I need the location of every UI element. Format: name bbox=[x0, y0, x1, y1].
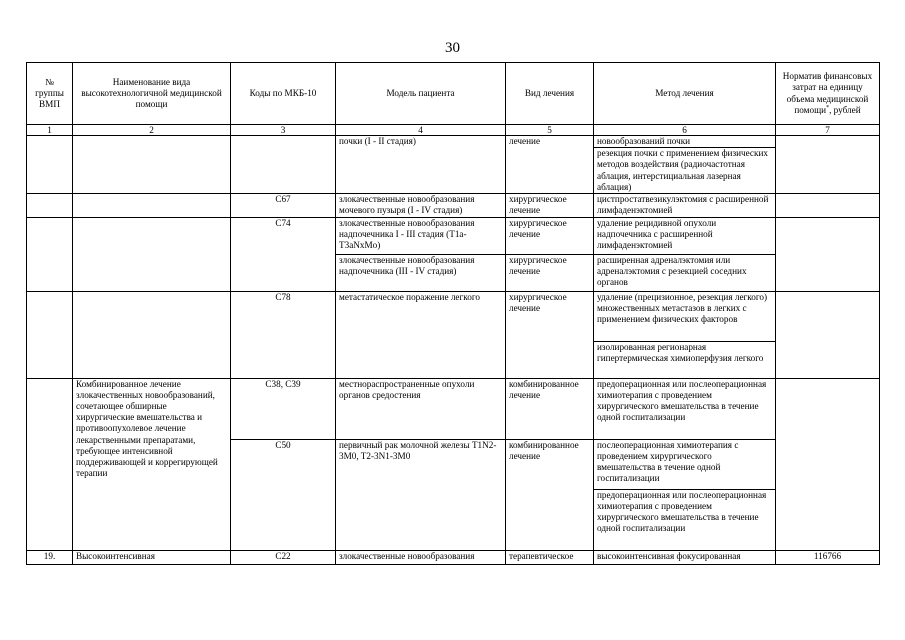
header-cost-standard bbox=[776, 63, 880, 125]
patient-model-cell: злокачественные новообразования мочевого пузыря (I - IV стадия) bbox=[336, 194, 506, 217]
treatment-method-cell: расширенная адреналэктомия или адреналэктомия с резекцией соседних органов bbox=[594, 254, 776, 291]
treatment-type-cell bbox=[506, 489, 594, 550]
group-cell bbox=[27, 378, 73, 550]
icd-code-cell: C67 bbox=[231, 194, 336, 217]
patient-model-cell: первичный рак молочной железы T1N2-3M0, T2-3N1-3M0 bbox=[336, 439, 506, 489]
icd-code-cell: C38, C39 bbox=[231, 378, 336, 439]
header-group-number: № группы ВМП bbox=[27, 63, 73, 125]
patient-model-cell: злокачественные новообразования надпочечника I - III стадия (T1a-T3aNxMo) bbox=[336, 217, 506, 254]
header-treatment-method: Метод лечения bbox=[594, 63, 776, 125]
cost-cell bbox=[776, 217, 880, 291]
vmp-name-cell bbox=[73, 194, 231, 217]
vmp-name-cell: Высокоинтенсивная bbox=[73, 550, 231, 564]
treatment-type-cell: комбинированное лечение bbox=[506, 378, 594, 439]
patient-model-cell: злокачественные новообразования bbox=[336, 550, 506, 564]
icd-code-cell bbox=[231, 489, 336, 550]
patient-model-cell: метастатическое поражение легкого bbox=[336, 291, 506, 378]
treatment-type-cell: терапевтическое bbox=[506, 550, 594, 564]
treatment-method-cell: удаление (прецизионное, резекция легкого) множественных метастазов в легких с применением физических факторов bbox=[594, 291, 776, 341]
table-row bbox=[27, 194, 880, 217]
cost-cell bbox=[776, 378, 880, 550]
header-icd-codes: Коды по МКБ-10 bbox=[231, 63, 336, 125]
header-cost-unit: , рублей bbox=[829, 104, 861, 115]
cost-cell: 116766 bbox=[776, 550, 880, 564]
cost-cell bbox=[776, 291, 880, 378]
treatment-type-cell: лечение bbox=[506, 136, 594, 194]
vmp-name-cell bbox=[73, 136, 231, 194]
icd-code-cell: C74 bbox=[231, 217, 336, 291]
header-row bbox=[27, 63, 880, 125]
group-cell bbox=[27, 291, 73, 378]
column-number: 4 bbox=[336, 125, 506, 136]
patient-model-cell: почки (I - II стадия) bbox=[336, 136, 506, 194]
icd-code-cell bbox=[231, 136, 336, 194]
vmp-table bbox=[26, 62, 880, 565]
treatment-method-cell: предоперационная или послеоперационная химиотерапия с проведением хирургического вмешательства в течение одной госпитализации bbox=[594, 378, 776, 439]
column-number: 6 bbox=[594, 125, 776, 136]
icd-code-cell: C78 bbox=[231, 291, 336, 378]
treatment-method-cell: резекция почки с применением физических методов воздействия (радиочастотная аблация, интерстициальная лазерная аблация) bbox=[594, 148, 776, 194]
patient-model-cell: местнораспространенные опухоли органов средостения bbox=[336, 378, 506, 439]
header-vmp-name: Наименование вида высокотехнологичной медицинской помощи bbox=[73, 63, 231, 125]
group-cell bbox=[27, 217, 73, 291]
treatment-method-cell: высокоинтенсивная фокусированная bbox=[594, 550, 776, 564]
table-row bbox=[27, 378, 880, 439]
treatment-type-cell: хирургическое лечение bbox=[506, 217, 594, 254]
treatment-method-cell: новообразований почки bbox=[594, 136, 776, 148]
treatment-type-cell: комбинированное лечение bbox=[506, 439, 594, 489]
cost-cell bbox=[776, 136, 880, 194]
column-number: 5 bbox=[506, 125, 594, 136]
column-number: 7 bbox=[776, 125, 880, 136]
icd-code-cell: C22 bbox=[231, 550, 336, 564]
treatment-method-cell: цистпростатвезикулэктомия с расширенной лимфаденэктомией bbox=[594, 194, 776, 217]
column-number-row bbox=[27, 125, 880, 136]
column-number: 1 bbox=[27, 125, 73, 136]
table-row bbox=[27, 291, 880, 341]
treatment-type-cell: хирургическое лечение bbox=[506, 194, 594, 217]
treatment-method-cell: изолированная регионарная гипертермическая химиоперфузия легкого bbox=[594, 341, 776, 378]
column-number: 2 bbox=[73, 125, 231, 136]
header-cost-footnote-mark: * bbox=[826, 104, 830, 111]
table-row bbox=[27, 550, 880, 564]
treatment-method-cell: удаление рецидивной опухоли надпочечника с расширенной лимфаденэктомией bbox=[594, 217, 776, 254]
cost-cell bbox=[776, 194, 880, 217]
header-treatment-type: Вид лечения bbox=[506, 63, 594, 125]
group-cell bbox=[27, 194, 73, 217]
treatment-method-cell: послеоперационная химиотерапия с проведением хирургического вмешательства в течение одной госпитализации bbox=[594, 439, 776, 489]
patient-model-cell bbox=[336, 489, 506, 550]
group-cell: 19. bbox=[27, 550, 73, 564]
header-patient-model: Модель пациента bbox=[336, 63, 506, 125]
table-row bbox=[27, 217, 880, 254]
vmp-name-cell bbox=[73, 291, 231, 378]
patient-model-cell: злокачественные новообразования надпочечника (III - IV стадия) bbox=[336, 254, 506, 291]
treatment-type-cell: хирургическое лечение bbox=[506, 291, 594, 378]
treatment-type-cell: хирургическое лечение bbox=[506, 254, 594, 291]
vmp-name-cell bbox=[73, 217, 231, 291]
table-row bbox=[27, 136, 880, 148]
column-number: 3 bbox=[231, 125, 336, 136]
treatment-method-cell: предоперационная или послеоперационная химиотерапия с проведением хирургического вмешательства в течение одной госпитализации bbox=[594, 489, 776, 550]
icd-code-cell: C50 bbox=[231, 439, 336, 489]
vmp-name-cell: Комбинированное лечение злокачественных новообразований, сочетающее обширные хирургические вмешательства и противоопухолевое лечение лекарственными препаратами, требующее интенсивной поддерживающей и коррегирующей терапии bbox=[73, 378, 231, 550]
group-cell bbox=[27, 136, 73, 194]
page-number: 30 bbox=[445, 40, 460, 56]
header-cost-text: Норматив финансовых затрат на единицу объема медицинской помощи bbox=[782, 71, 873, 115]
